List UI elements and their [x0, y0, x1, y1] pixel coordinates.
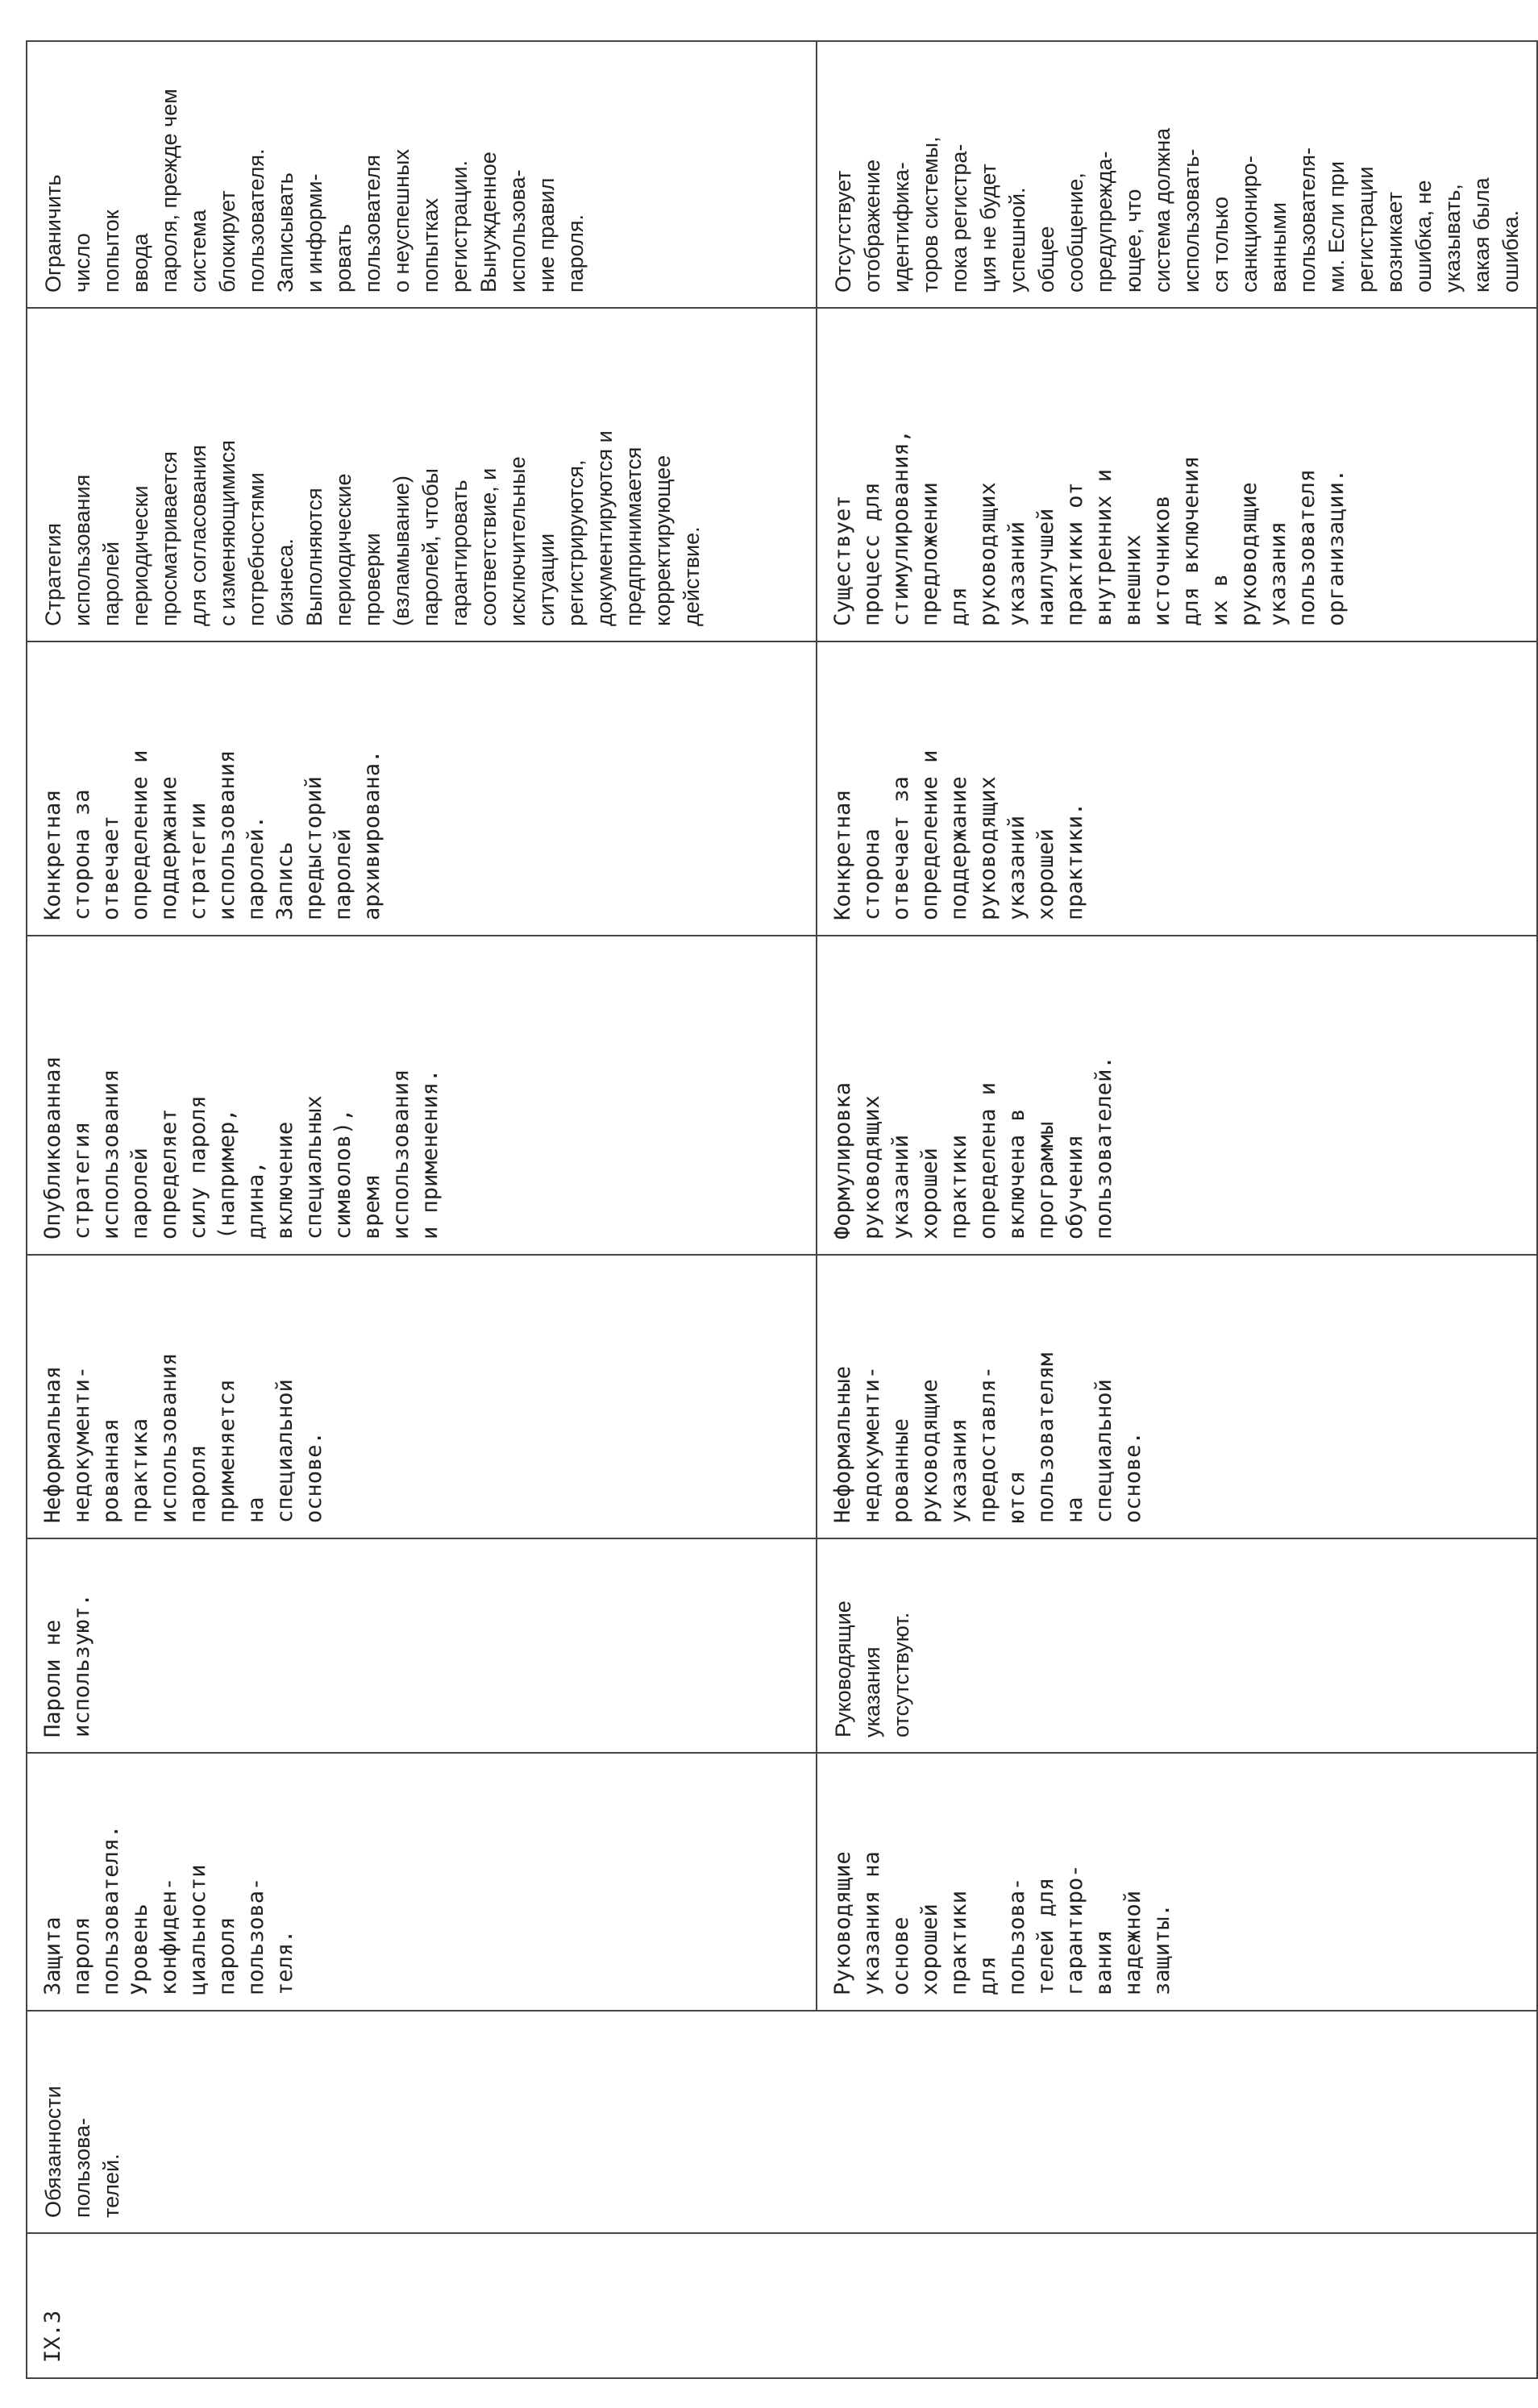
level-3-cell: Конкретная сторона за отвечает определение и поддержание стратегии использования паролей. Запись предысторий паролей архивирована. [27, 641, 817, 936]
rotated-page [0, 0, 1515, 2408]
level-5-cell: Ограничить число попыток ввода пароля, прежде чем система блокирует пользователя. Записывать и информи- ровать пользователя о неуспешных попытках регистрации. Вынужденное использова- ние правил пароля. [27, 41, 817, 308]
subject-cell: Защита пароля пользователя. Уровень конфиден- циальности пароля пользова- теля. [27, 1753, 817, 2011]
level-0-cell: Пароли не используют. [27, 1538, 817, 1753]
level-5-cell: Отсутствует отображение идентифика- торов системы, пока регистра- ция не будет успешной. общее сообщение, предупрежда- ющее, что система должна использовать- ся только санкциониро- ванными пользователя- ми. Если при регистрации возникает ошибка, не указывать, какая была ошибка. [817, 41, 1537, 308]
maturity-table [26, 40, 1538, 2379]
level-4-cell: Существует процесс для стимулирования, предложении для руководящих указаний наилучшей практики от внутренних и внешних источников для включения их в руководящие указания пользователя организации. [817, 308, 1537, 641]
level-2-cell: Опубликованная стратегия использования паролей определяет силу пароля (например, длина, включение специальных символов), время использования и применения. [27, 936, 817, 1255]
table-row [27, 41, 817, 2378]
level-4-cell: Стратегия использования паролей периодически просматривается для согласования с изменяющимися потребностями бизнеса. Выполняются периодические проверки (взламывание) паролей, чтобы гарантировать соответствие, и исключительные ситуации регистрируются, документируются и предпринимается корректирующее действие. [27, 308, 817, 641]
subject-cell: Руководящие указания на основе хорошей практики для пользова- телей для гарантиро- вания надежной защиты. [817, 1753, 1537, 2011]
level-3-cell: Конкретная сторона отвечает за определение и поддержание руководящих указаний хорошей практики. [817, 641, 1537, 936]
level-1-cell: Неформальные недокументи- рованные руководящие указания предоставля- ются пользователям на специальной основе. [817, 1255, 1537, 1538]
level-1-cell: Неформальная недокументи- рованная практика использования пароля применяется на специальной основе. [27, 1255, 817, 1538]
row-number-cell: IX.3 [27, 2233, 1537, 2378]
level-2-cell: Формулировка руководящих указаний хорошей практики определена и включена в программы обучения пользователей. [817, 936, 1537, 1255]
area-cell: Обязанности пользова- телей. [27, 2011, 1537, 2233]
level-0-cell: Руководящие указания отсутствуют. [817, 1538, 1537, 1753]
